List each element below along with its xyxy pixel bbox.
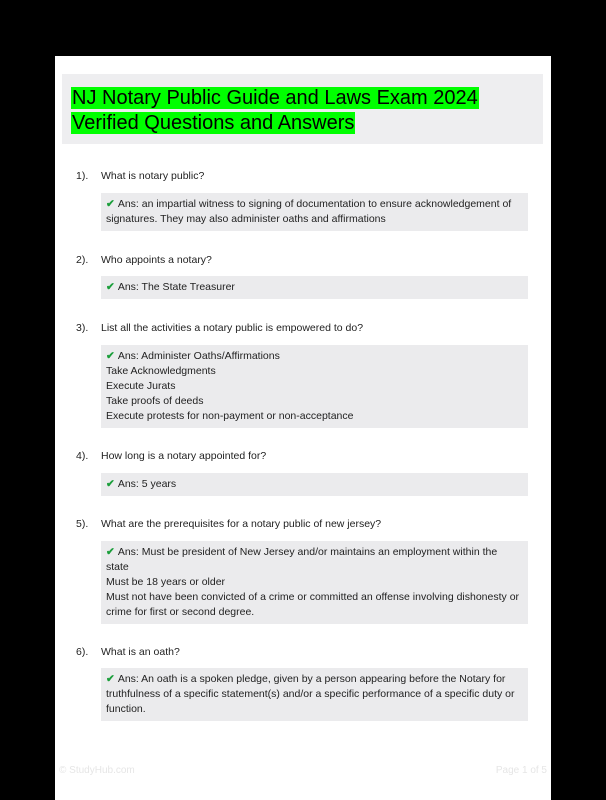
answer-line: Ans: An oath is a spoken pledge, given by a person appearing before the Notary for xyxy=(117,673,506,685)
question-number: 4). xyxy=(76,450,89,462)
answer-line: Take proofs of deeds xyxy=(106,395,204,407)
question-text: What is an oath? xyxy=(101,646,180,658)
answer-line: Ans: The State Treasurer xyxy=(117,281,235,293)
check-icon: ✔ xyxy=(106,478,115,490)
question-text: Who appoints a notary? xyxy=(101,254,212,266)
answer-line: state xyxy=(106,561,129,573)
title-line-2: Verified Questions and Answers xyxy=(72,112,355,134)
question-text: How long is a notary appointed for? xyxy=(101,450,267,462)
answer-line: Execute Jurats xyxy=(106,380,176,392)
title-line-1: NJ Notary Public Guide and Laws Exam 2024 xyxy=(72,87,478,109)
answer-line: Ans: an impartial witness to signing of documentation to ensure acknowledgement of xyxy=(117,198,512,210)
answer-line: Must be 18 years or older xyxy=(106,576,226,588)
answer-line: Must not have been convicted of a crime or committed an offense involving dishonesty or xyxy=(106,591,520,603)
answer-box xyxy=(101,473,528,496)
answer-line: Execute protests for non-payment or non-acceptance xyxy=(106,410,354,422)
answer-line: Ans: Administer Oaths/Affirmations xyxy=(117,350,280,362)
footer-watermark: © StudyHub.com xyxy=(59,765,135,776)
answer-line: crime for first or second degree. xyxy=(106,606,255,618)
answer-line: Ans: 5 years xyxy=(117,478,177,490)
answer-box xyxy=(101,276,528,299)
question-number: 1). xyxy=(76,170,89,182)
check-icon: ✔ xyxy=(106,281,115,293)
check-icon: ✔ xyxy=(106,673,115,685)
question-number: 5). xyxy=(76,518,89,530)
answer-box xyxy=(101,541,528,624)
check-icon: ✔ xyxy=(106,546,115,558)
answer-box xyxy=(101,193,528,231)
page-number: Page 1 of 5 xyxy=(495,765,547,776)
question-text: What are the prerequisites for a notary public of new jersey? xyxy=(101,518,382,530)
answer-line: Ans: Must be president of New Jersey and/or maintains an employment within the xyxy=(117,546,498,558)
answer-line: signatures. They may also administer oaths and affirmations xyxy=(106,213,386,225)
question-number: 3). xyxy=(76,322,89,334)
answer-line: Take Acknowledgments xyxy=(106,365,216,377)
question-number: 6). xyxy=(76,646,89,658)
check-icon: ✔ xyxy=(106,198,115,210)
document-title xyxy=(71,86,479,136)
question-text: List all the activities a notary public is empowered to do? xyxy=(101,322,364,334)
check-icon: ✔ xyxy=(106,350,115,362)
answer-box xyxy=(101,668,528,721)
title-box xyxy=(62,74,543,144)
answer-line: function. xyxy=(106,703,146,715)
question-text: What is notary public? xyxy=(101,170,205,182)
document-page xyxy=(55,56,551,800)
answer-line: truthfulness of a specific statement(s) and/or a specific performance of a specific duty or xyxy=(106,688,515,700)
answer-box xyxy=(101,345,528,428)
question-number: 2). xyxy=(76,254,89,266)
